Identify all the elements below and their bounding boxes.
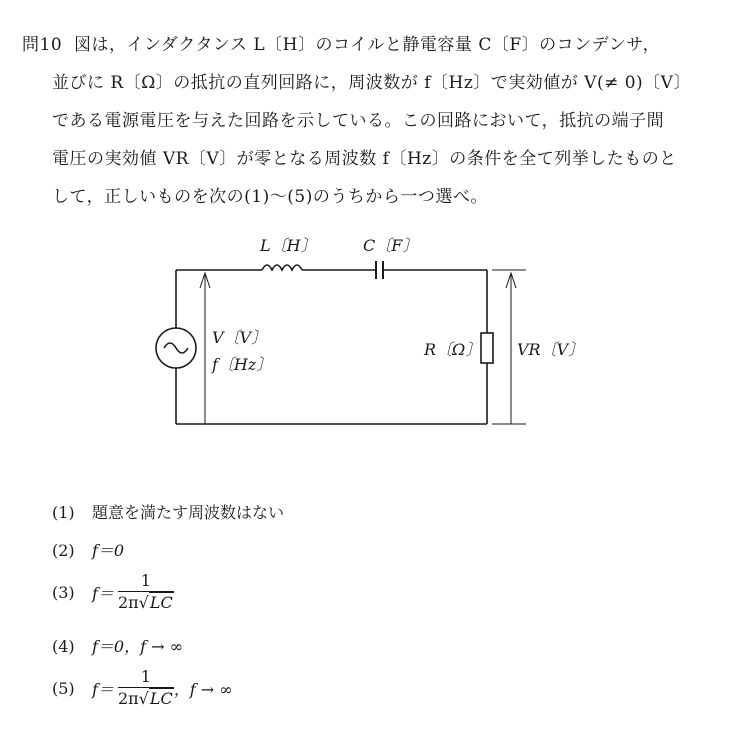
inductor-symbol <box>262 265 302 270</box>
fraction: $\frac{1}{2\pi√LC}$ <box>117 571 173 612</box>
option-1[interactable]: (1) 題意を満たす周波数はない <box>52 503 285 522</box>
source-voltage-label: V〔V〕 <box>212 328 268 347</box>
option-4[interactable]: (4) f＝0，f → ∞ <box>52 637 183 656</box>
question-line-5: して，正しいものを次の(1)～(5)のうちから一つ選べ。 <box>52 187 488 207</box>
resistor-symbol <box>481 333 493 363</box>
ac-wave-icon <box>164 343 188 353</box>
option-3[interactable]: (3) f＝ $\frac{1}{2\pi√LC}$ <box>52 571 173 612</box>
question-line-3: である電源電圧を与えた回路を示している。この回路において，抵抗の端子間 <box>52 111 665 131</box>
source-frequency-label: f〔Hz〕 <box>212 355 273 374</box>
resistor-label: R〔Ω〕 <box>424 340 482 359</box>
option-2[interactable]: (2) f＝0 <box>52 541 125 560</box>
question-line-4: 電圧の実効値 VR〔V〕が零となる周波数 f〔Hz〕の条件を全て列挙したものと <box>52 149 677 169</box>
fraction: $\frac{1}{2\pi√LC}$ <box>117 667 173 708</box>
question-number: 問10 <box>22 35 63 55</box>
capacitor-label: C〔F〕 <box>363 236 419 255</box>
inductor-label: L〔H〕 <box>260 236 317 255</box>
option-5[interactable]: (5) f＝ $\frac{1}{2\pi√LC}$ ，f → ∞ <box>52 667 233 708</box>
question-line-2: 並びに R〔Ω〕の抵抗の直列回路に，周波数が f〔Hz〕で実効値が V(≠ 0)〔V〕 <box>52 73 691 93</box>
question-line-1: 問10 図は，インダクタンス L〔H〕のコイルと静電容量 C〔F〕のコンデンサ， <box>22 35 661 55</box>
vr-label: VR〔V〕 <box>517 340 585 359</box>
